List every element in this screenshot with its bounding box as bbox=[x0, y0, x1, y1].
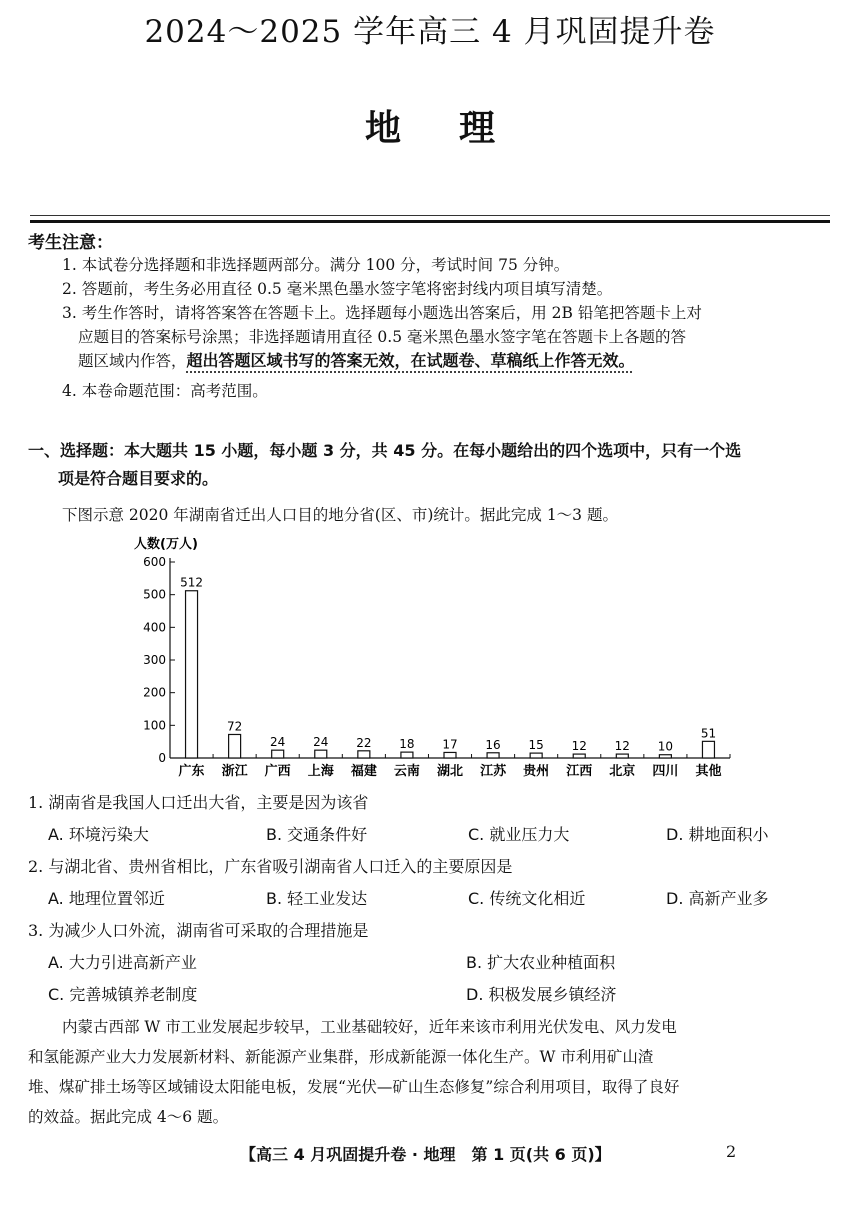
x-category-label: 广西 bbox=[264, 764, 291, 779]
q2-option-a: A. 地理位置邻近 bbox=[48, 889, 165, 908]
bar-data-label: 17 bbox=[442, 737, 458, 752]
bar bbox=[573, 754, 585, 758]
q3-option-b: B. 扩大农业种植面积 bbox=[466, 953, 616, 972]
chart-intro: 下图示意 2020 年湖南省迁出人口目的地分省(区、市)统计。据此完成 1～3 题。 bbox=[62, 506, 618, 524]
page-number: 2 bbox=[726, 1142, 737, 1161]
bar bbox=[401, 752, 413, 758]
q1-option-a: A. 环境污染大 bbox=[48, 825, 149, 844]
y-tick-label: 400 bbox=[143, 620, 166, 635]
bar-data-label: 22 bbox=[356, 735, 372, 750]
y-tick-label: 0 bbox=[158, 751, 166, 765]
y-tick-label: 300 bbox=[143, 653, 166, 667]
y-tick-label: 100 bbox=[143, 718, 166, 733]
bar bbox=[616, 754, 628, 758]
bar-data-label: 24 bbox=[270, 735, 286, 750]
bar bbox=[487, 753, 499, 758]
notice-heading: 考生注意： bbox=[28, 233, 113, 253]
x-category-label: 广东 bbox=[178, 764, 205, 779]
page-footer: 【高三 4 月巩固提升卷 · 地理 第 1 页(共 6 页)】 bbox=[240, 1145, 611, 1164]
notice-item-1: 1. 本试卷分选择题和非选择题两部分。满分 100 分，考试时间 75 分钟。 bbox=[62, 256, 570, 274]
q1-option-d: D. 耕地面积小 bbox=[666, 825, 769, 844]
x-category-label: 浙江 bbox=[221, 764, 248, 779]
bar-data-label: 51 bbox=[700, 726, 717, 741]
y-tick-label: 200 bbox=[143, 685, 166, 700]
notice-item-2: 2. 答题前，考生务必用直径 0.5 毫米黑色墨水签字笔将密封线内项目填写清楚。 bbox=[62, 280, 613, 298]
question-1-stem: 1. 湖南省是我国人口迁出大省，主要是因为该省 bbox=[28, 793, 369, 812]
q3-option-a: A. 大力引进高新产业 bbox=[48, 953, 197, 972]
y-tick-label: 500 bbox=[143, 587, 166, 602]
bar-data-label: 18 bbox=[399, 737, 415, 752]
question-3-stem: 3. 为减少人口外流，湖南省可采取的合理措施是 bbox=[28, 921, 369, 940]
bar bbox=[186, 591, 198, 758]
y-tick-label: 600 bbox=[143, 555, 166, 569]
header-divider-thick bbox=[30, 220, 830, 223]
notice-item-3-line-3 bbox=[78, 350, 838, 372]
bar bbox=[702, 741, 714, 758]
bar-data-label: 512 bbox=[180, 575, 203, 590]
x-category-label: 云南 bbox=[393, 764, 420, 779]
q2-option-d: D. 高新产业多 bbox=[666, 889, 769, 908]
notice-item-3-line-2: 应题目的答案标号涂黑；非选择题请用直径 0.5 毫米黑色墨水签字笔在答题卡上各题的答 bbox=[78, 328, 687, 346]
passage-line-4: 的效益。据此完成 4～6 题。 bbox=[28, 1108, 229, 1126]
q1-option-c: C. 就业压力大 bbox=[468, 825, 570, 844]
bar-data-label: 24 bbox=[313, 735, 329, 750]
bar bbox=[358, 751, 370, 758]
passage-line-3: 堆、煤矿排土场等区域铺设太阳能电板，发展“光伏—矿山生态修复”综合利用项目，取得了良好 bbox=[28, 1078, 680, 1096]
q3-option-d: D. 积极发展乡镇经济 bbox=[466, 985, 617, 1004]
bar-data-label: 12 bbox=[571, 739, 587, 754]
bar bbox=[444, 752, 456, 758]
q2-option-b: B. 轻工业发达 bbox=[266, 889, 368, 908]
exam-title: 2024～2025 学年高三 4 月巩固提升卷 bbox=[144, 14, 716, 50]
section-heading-line-1: 一、选择题：本大题共 15 小题，每小题 3 分，共 45 分。在每小题给出的四个选项中，只有一个选 bbox=[28, 441, 742, 460]
bar bbox=[315, 750, 327, 758]
question-2-stem: 2. 与湖北省、贵州省相比，广东省吸引湖南省人口迁入的主要原因是 bbox=[28, 857, 513, 876]
notice-item-4: 4. 本卷命题范围：高考范围。 bbox=[62, 382, 268, 400]
section-heading-line-2: 项是符合题目要求的。 bbox=[58, 469, 219, 488]
bar-data-label: 16 bbox=[485, 737, 501, 752]
notice-item-3-plain: 题区域内作答， bbox=[78, 352, 187, 370]
bar-data-label: 15 bbox=[528, 738, 544, 753]
bar-data-label: 72 bbox=[226, 719, 243, 734]
q1-option-b: B. 交通条件好 bbox=[266, 825, 368, 844]
x-category-label: 湖北 bbox=[436, 764, 464, 779]
bar bbox=[272, 750, 284, 758]
bar bbox=[659, 755, 671, 758]
x-category-label: 上海 bbox=[307, 764, 334, 779]
q3-option-c: C. 完善城镇养老制度 bbox=[48, 985, 198, 1004]
y-axis-label: 人数(万人) bbox=[134, 537, 198, 552]
notice-item-3: 3. 考生作答时，请将答案答在答题卡上。选择题每小题选出答案后，用 2B 铅笔把答题卡上对 bbox=[62, 304, 702, 322]
bar bbox=[229, 734, 241, 758]
x-category-label: 贵州 bbox=[523, 764, 550, 779]
bar-data-label: 12 bbox=[614, 739, 630, 754]
passage-line-1: 内蒙古西部 W 市工业发展起步较早，工业基础较好，近年来该市利用光伏发电、风力发电 bbox=[62, 1018, 677, 1036]
migration-bar-chart bbox=[130, 530, 740, 780]
x-category-label: 江西 bbox=[566, 764, 593, 779]
header-divider-thin bbox=[30, 215, 830, 216]
passage-line-2: 和氢能源产业大力发展新材料、新能源产业集群，形成新能源一体化生产。W 市利用矿山渣 bbox=[28, 1048, 654, 1066]
subject-title: 地理 bbox=[364, 107, 553, 149]
q2-option-c: C. 传统文化相近 bbox=[468, 889, 586, 908]
notice-emphasis: 超出答题区域书写的答案无效，在试题卷、草稿纸上作答无效。 bbox=[186, 351, 635, 370]
bar-data-label: 10 bbox=[657, 739, 674, 754]
bar bbox=[530, 753, 542, 758]
x-category-label: 福建 bbox=[350, 764, 377, 779]
x-category-label: 江苏 bbox=[480, 764, 507, 779]
x-category-label: 四川 bbox=[652, 764, 679, 779]
x-category-label: 北京 bbox=[609, 764, 636, 779]
x-category-label: 其他 bbox=[695, 764, 722, 779]
